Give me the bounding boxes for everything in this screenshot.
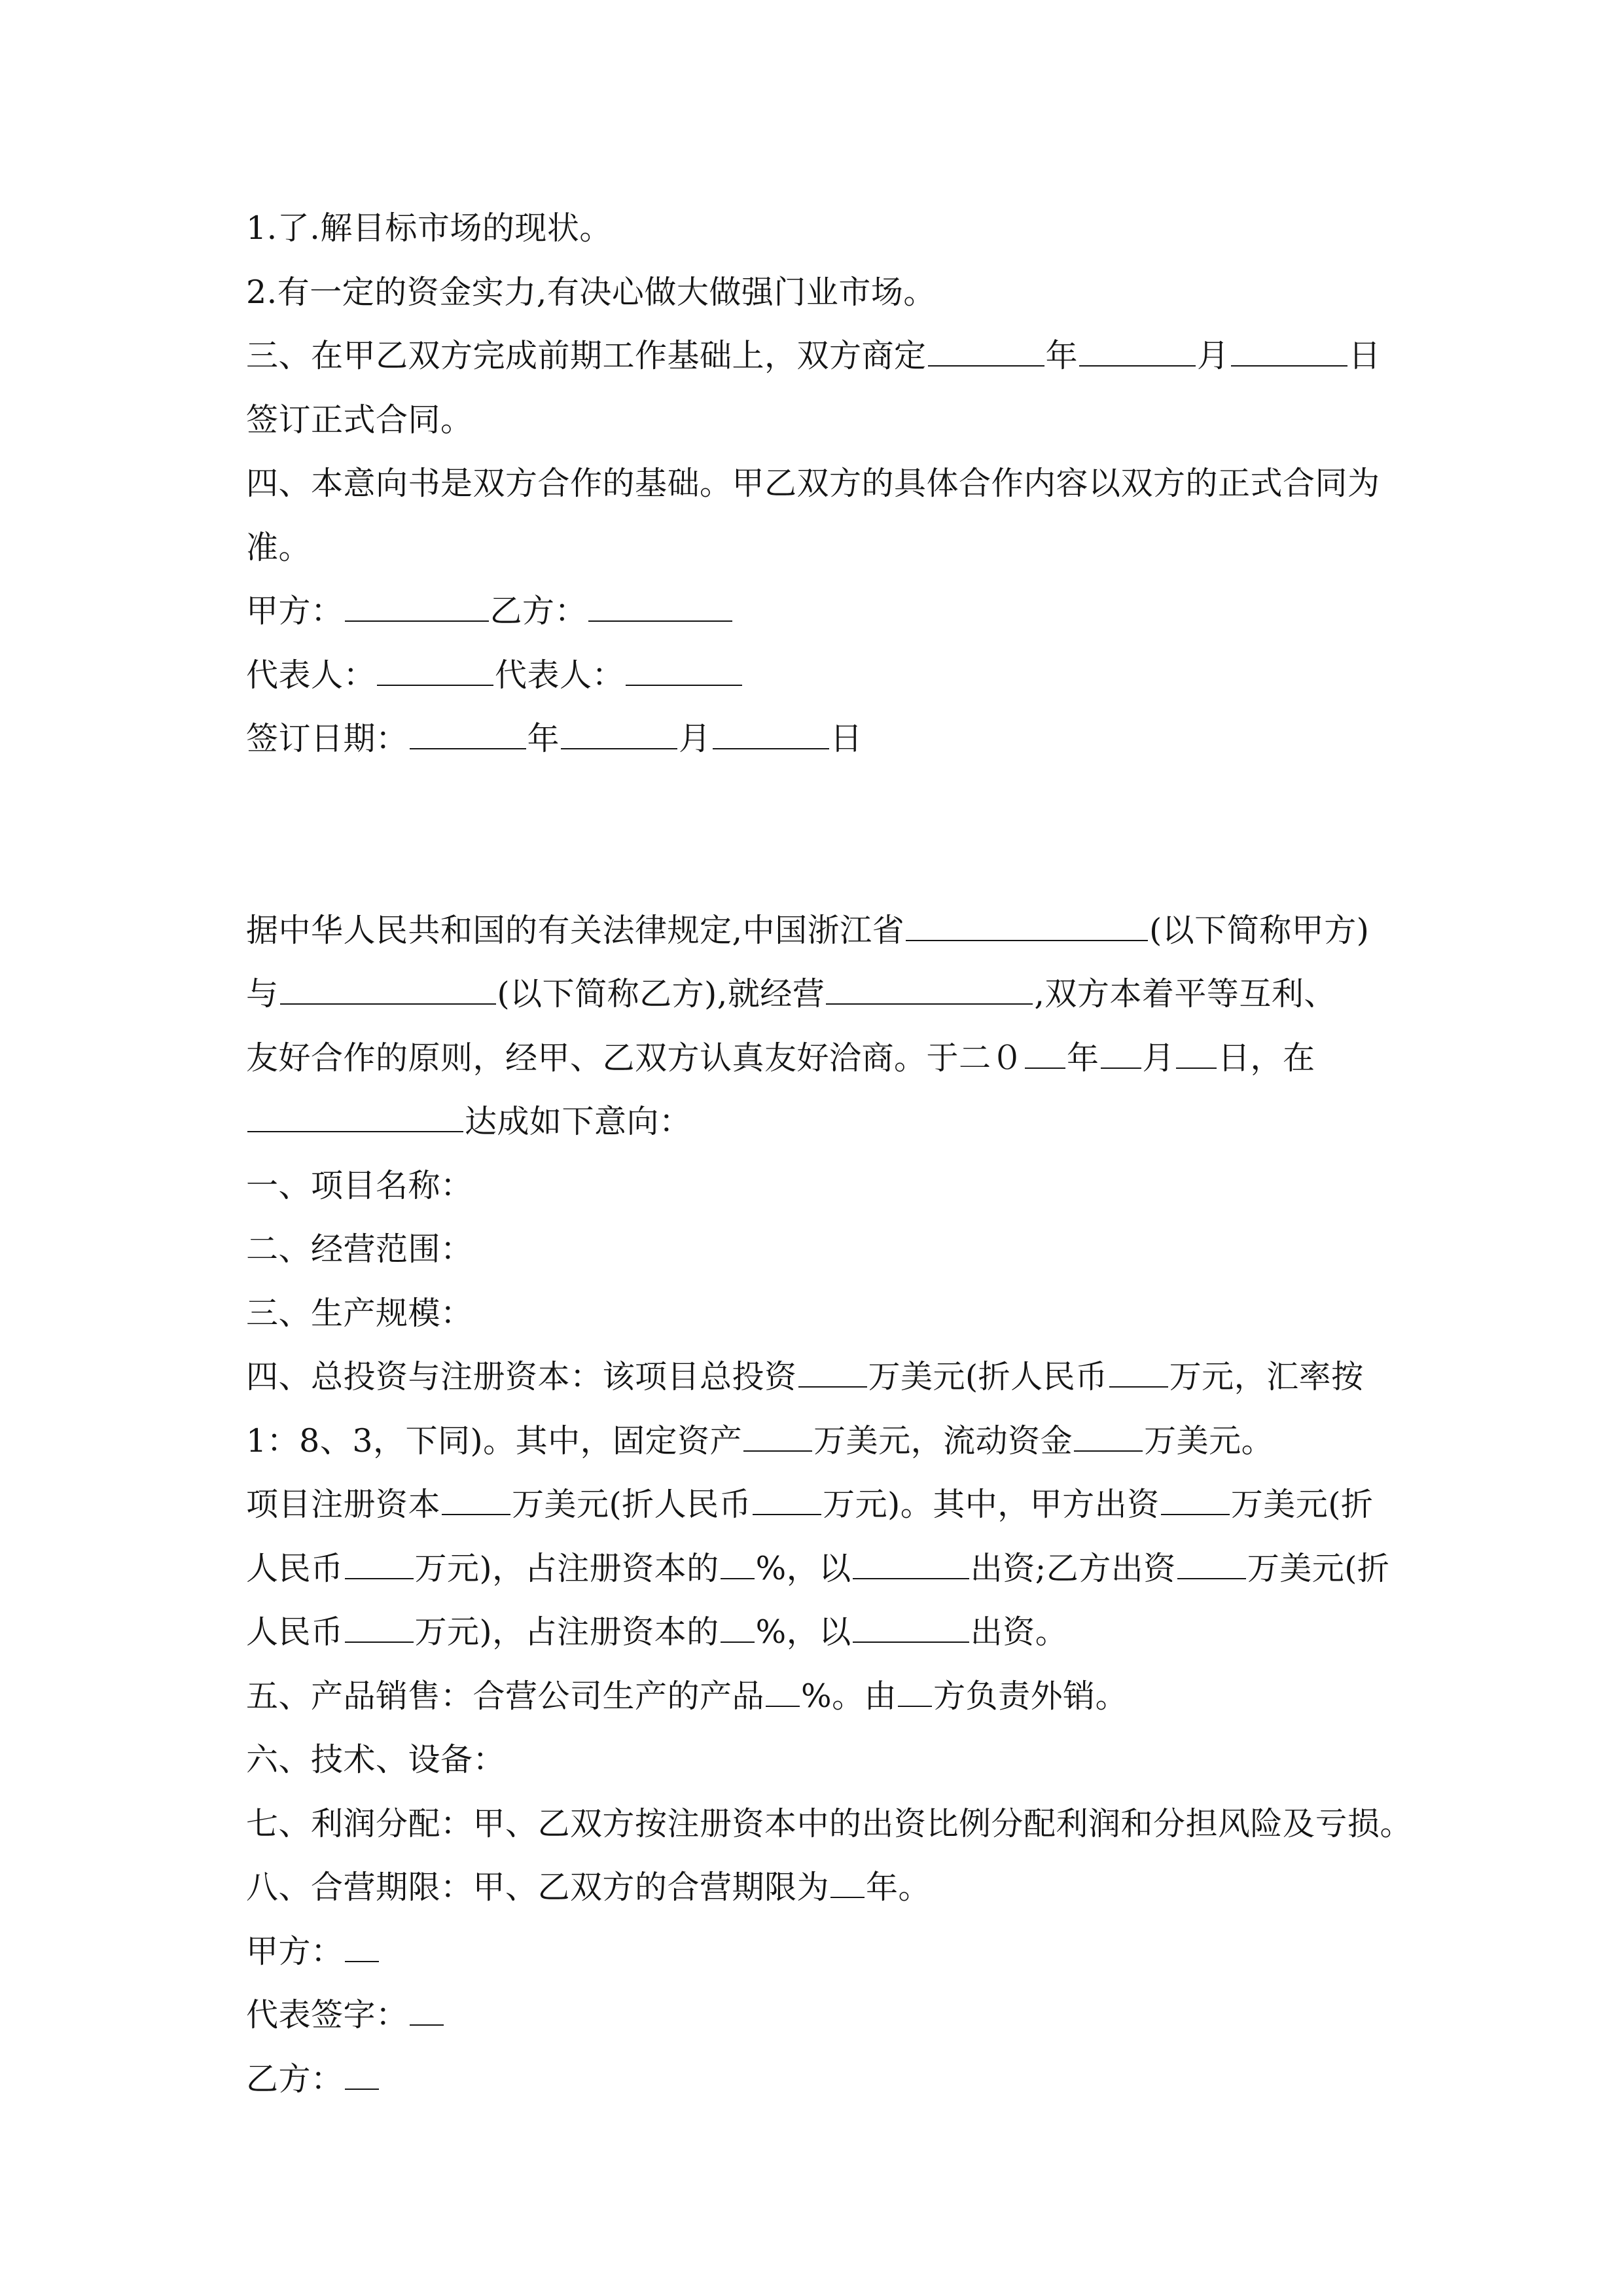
text-line-3 [246, 324, 1385, 388]
year-label: 年 [527, 720, 560, 757]
rep-b-label: 代表人： [495, 656, 625, 694]
signature-party-a [246, 1920, 1385, 1984]
document-body [246, 196, 1413, 2111]
registered-capital-line-3 [246, 1600, 1385, 1664]
blank-line [345, 1552, 414, 1579]
capital-text: 万元)。其中，甲方出资 [823, 1486, 1160, 1523]
intro-text: (以下简称乙方),就经营 [497, 975, 825, 1013]
text-line-1: 1.了.解目标市场的现状。 [246, 209, 612, 247]
party-line [246, 579, 1385, 643]
sales-text: %。由 [801, 1677, 897, 1715]
year-label: 年 [1067, 1039, 1099, 1077]
blank-line [1177, 1552, 1246, 1579]
blank-line [1074, 1424, 1143, 1452]
day-label: 日 [830, 720, 863, 757]
intro-text: 与 [246, 975, 279, 1013]
item-investment-line-2 [246, 1409, 1385, 1473]
blank-line [1109, 1360, 1168, 1388]
blank-line [826, 977, 1033, 1005]
blank-line [280, 977, 496, 1005]
investment-text: 1：8、3，下同)。其中，固定资产 [246, 1422, 743, 1460]
party-b-label: 乙方： [490, 592, 588, 630]
sales-text: 五、产品销售：合营公司生产的产品 [246, 1677, 765, 1715]
day-label: 日，在 [1218, 1039, 1315, 1077]
capital-text: 万元)，占注册资本的 [414, 1549, 719, 1587]
blank-line [853, 1552, 969, 1579]
item-technology: 六、技术、设备： [246, 1741, 506, 1778]
intro-text: 达成如下意向： [465, 1103, 692, 1140]
blank-line [766, 1679, 800, 1707]
capital-text: 人民币 [246, 1549, 344, 1587]
clause-three-text: 三、在甲乙双方完成前期工作基础上，双方商定 [246, 337, 927, 374]
item-product-sales [246, 1664, 1385, 1729]
text-line-4: 签订正式合同。 [246, 401, 473, 439]
intro-line-1 [246, 899, 1385, 963]
representative-label: 代表签字： [246, 1996, 408, 2034]
capital-text: %，以 [755, 1549, 851, 1587]
blank-line [906, 914, 1148, 941]
blank-line [561, 722, 677, 749]
investment-text: 万美元(折人民币 [868, 1358, 1108, 1395]
blank-line [1161, 1488, 1230, 1515]
blank-line [1231, 339, 1347, 367]
blank-line [713, 722, 829, 749]
blank-line [1025, 1041, 1065, 1069]
intro-line-4 [246, 1090, 1385, 1154]
blank-line [410, 1998, 444, 2026]
blank-line [345, 1935, 379, 1962]
month-label: 月 [679, 720, 711, 757]
investment-text: 万美元，流动资金 [813, 1422, 1073, 1460]
intro-text: ,双方本着平等互利、 [1034, 975, 1336, 1013]
blank-line [345, 594, 489, 622]
capital-text: 万美元(折 [1247, 1549, 1390, 1587]
investment-text: 四、总投资与注册资本：该项目总投资 [246, 1358, 797, 1395]
capital-text: 万美元(折 [1230, 1486, 1374, 1523]
blank-line [743, 1424, 812, 1452]
intro-text: (以下简称甲方) [1149, 911, 1370, 949]
intro-text: 友好合作的原则，经甲、乙双方认真友好洽商。于二０ [246, 1039, 1024, 1077]
year-label: 年 [1045, 337, 1079, 374]
text-line-5: 四、本意向书是双方合作的基础。甲乙双方的具体合作内容以双方的正式合同为 [246, 465, 1380, 502]
representative-line [246, 643, 1385, 708]
party-b-label: 乙方： [246, 2060, 344, 2098]
capital-text: 出资。 [970, 1613, 1068, 1651]
blank-line [1101, 1041, 1141, 1069]
term-text: 年。 [866, 1869, 931, 1906]
term-text: 八、合营期限：甲、乙双方的合营期限为 [246, 1869, 830, 1906]
item-project-name: 一、项目名称： [246, 1166, 473, 1204]
item-business-scope: 二、经营范围： [246, 1230, 473, 1268]
blank-line [377, 658, 493, 686]
blank-line [830, 1871, 865, 1898]
item-production-scale: 三、生产规模： [246, 1294, 473, 1332]
registered-capital-line-2 [246, 1537, 1390, 1601]
capital-text: 项目注册资本 [246, 1486, 441, 1523]
blank-line [345, 2062, 379, 2090]
blank-line [247, 1105, 463, 1132]
party-a-label: 甲方： [246, 592, 344, 630]
blank-line [1176, 1041, 1217, 1069]
capital-text: 万美元(折人民币 [512, 1486, 752, 1523]
registered-capital-line-1 [246, 1473, 1385, 1537]
section-gap [246, 771, 1385, 899]
capital-text: 万元)，占注册资本的 [414, 1613, 719, 1651]
blank-line [798, 1360, 867, 1388]
intro-line-2 [246, 962, 1385, 1026]
sign-date-label: 签订日期： [246, 720, 408, 757]
blank-line [1079, 339, 1196, 367]
rep-a-label: 代表人： [246, 656, 376, 694]
month-label: 月 [1142, 1039, 1175, 1077]
blank-line [721, 1615, 755, 1643]
item-profit-distribution: 七、利润分配：甲、乙双方按注册资本中的出资比例分配利润和分担风险及亏损。 [246, 1804, 1413, 1842]
capital-text: 人民币 [246, 1613, 344, 1651]
investment-text: 万元，汇率按 [1169, 1358, 1364, 1395]
blank-line [898, 1679, 932, 1707]
party-a-label: 甲方： [246, 1932, 344, 1970]
blank-line [853, 1615, 969, 1643]
investment-text: 万美元。 [1144, 1422, 1274, 1460]
item-joint-venture-term [246, 1856, 1385, 1920]
signature-party-b [246, 2047, 1385, 2111]
sales-text: 方负责外销。 [933, 1677, 1128, 1715]
blank-line [626, 658, 742, 686]
text-line-2: 2.有一定的资金实力,有决心做大做强门业市场。 [246, 273, 936, 311]
blank-line [588, 594, 732, 622]
intro-line-3 [246, 1026, 1385, 1090]
capital-text: %，以 [755, 1613, 851, 1651]
text-line-6: 准。 [246, 528, 312, 566]
blank-line [442, 1488, 510, 1515]
item-investment-line-1 [246, 1345, 1385, 1409]
signature-representative [246, 1983, 1385, 2047]
blank-line [721, 1552, 755, 1579]
blank-line [928, 339, 1044, 367]
sign-date-line [246, 707, 1385, 771]
capital-text: 出资;乙方出资 [970, 1549, 1176, 1587]
day-label: 日 [1348, 337, 1382, 374]
blank-line [753, 1488, 821, 1515]
month-label: 月 [1197, 337, 1230, 374]
blank-line [410, 722, 526, 749]
intro-text: 据中华人民共和国的有关法律规定,中国浙江省 [246, 911, 905, 949]
blank-line [345, 1615, 414, 1643]
